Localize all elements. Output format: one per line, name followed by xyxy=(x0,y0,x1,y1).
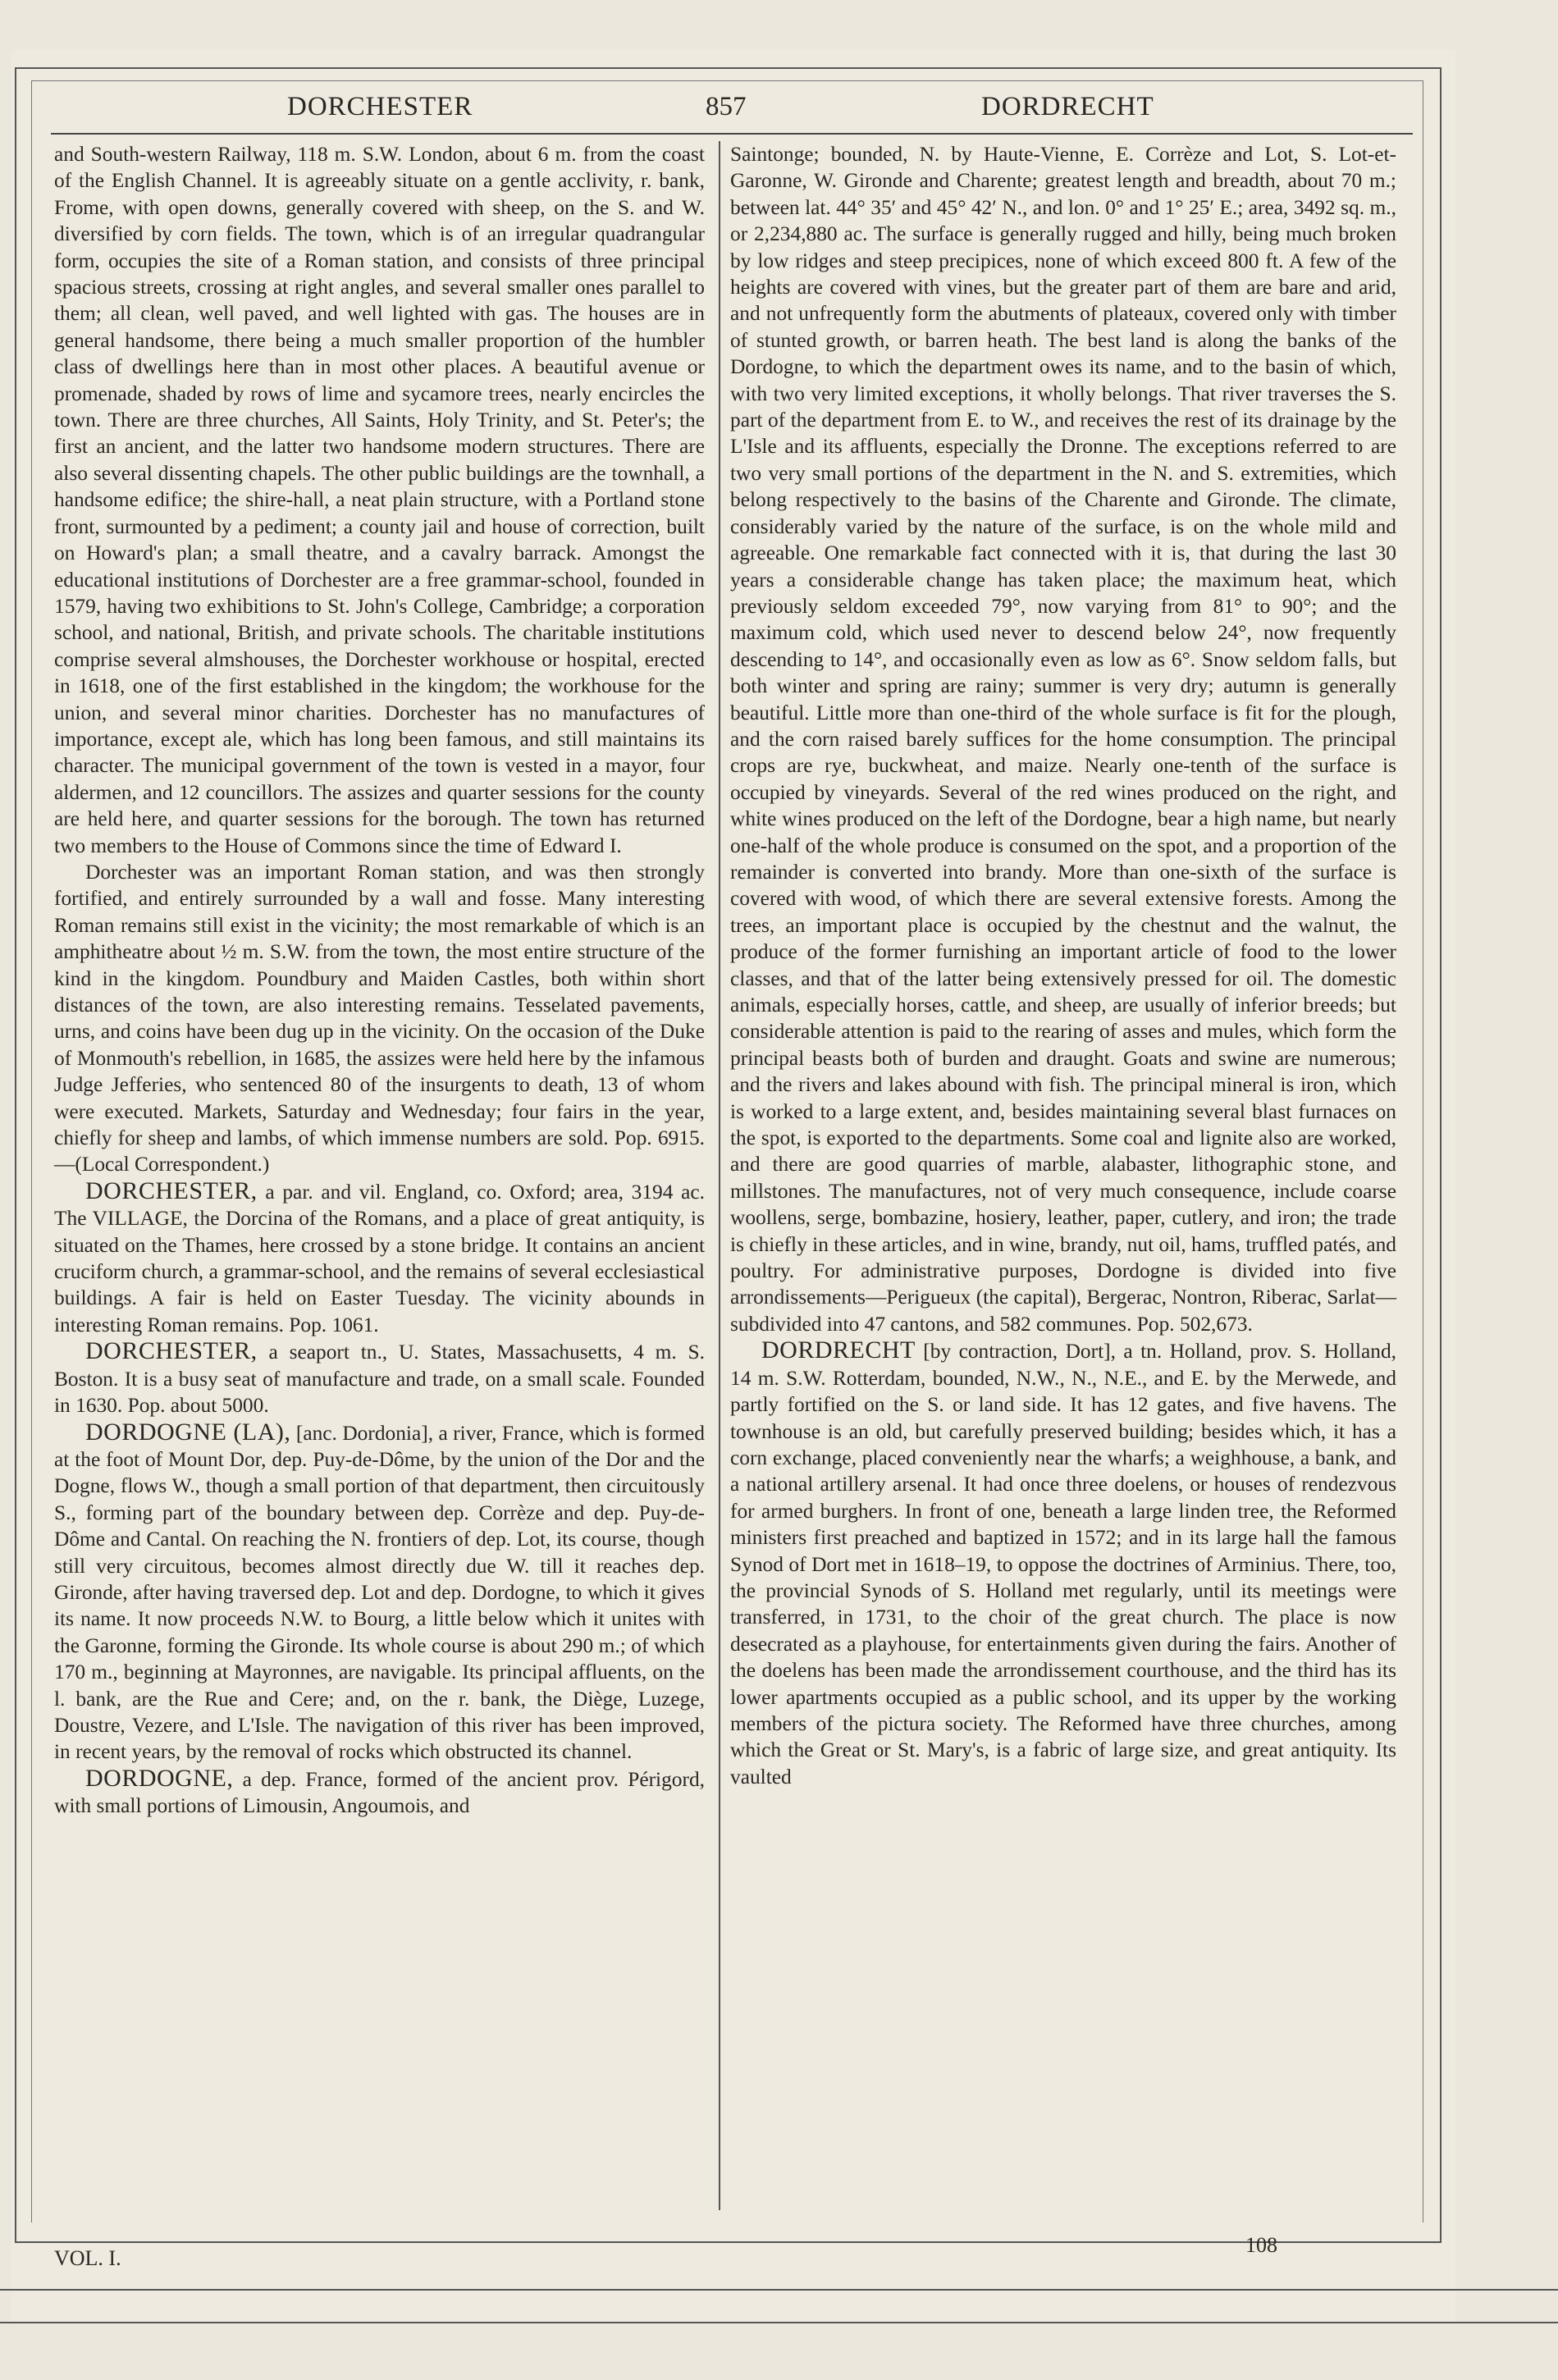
entry-text: a dep. France, formed of the ancient prov. Périgord, with small portions of Limousin, Angoumois, and xyxy=(54,1767,705,1818)
header-right-word: DORDRECHT xyxy=(981,92,1154,121)
paragraph: and South-western Railway, 118 m. S.W. London, about 6 m. from the coast of the English Channel. It is agreeably situate on a gentle acclivity, r. bank, Frome, with open downs, generally covered with sheep, on the S. and W. diversified by corn fields. The town, which is of an irregular quadrangular form, occupies the site of a Roman station, and consists of three principal spacious streets, crossing at right angles, and several smaller ones parallel to them; all clean, well paved, and well lighted with gas. The houses are in general handsome, there being a much smaller proportion of the humbler class of dwellings here than in most other places. A beautiful avenue or promenade, shaded by rows of lime and sycamore trees, nearly encircles the town. There are three churches, All Saints, Holy Trinity, and St. Peter's; the first an ancient, and the latter two handsome modern structures. There are also several dissenting chapels. The other public buildings are the townhall, a handsome edifice; the shire-hall, a neat plain structure, with a Portland stone front, surmounted by a pediment; a county jail and house of correction, built on Howard's plan; a small theatre, and a cavalry barrack. Amongst the educational institutions of Dorchester are a free grammar-school, founded in 1579, having two exhibitions to St. John's College, Cambridge; a corporation school, and national, British, and private schools. The charitable institutions comprise several almshouses, the Dorchester workhouse or hospital, erected in 1618, one of the first established in the kingdom; the workhouse for the union, and several minor charities. Dorchester has no manufactures of importance, except ale, which has long been famous, and still maintains its character. The municipal government of the town is vested in a mayor, four aldermen, and 12 councillors. The assizes and quarter sessions for the county are held here, and quarter sessions for the borough. The town has returned two members to the House of Commons since the time of Edward I. xyxy=(54,143,705,857)
entry-text: [by contraction, Dort], a tn. Holland, prov. S. Holland, 14 m. S.W. Rotterdam, bounded, N.W., N., N.E., and E. by the Merwede, and partly fortified on the S. or land side. It has 12 gates, and five havens. The townhouse is an old, but carefully preserved building; besides which, it has a corn exchange, placed conveniently near the wharfs; a weighhouse, a bank, and a national artillery arsenal. It had once three doelens, or houses of rendezvous for armed burghers. In front of one, beneath a large linden tree, the Reformed ministers first preached and baptized in 1572; and in its large hall the famous Synod of Dort met in 1618–19, to oppose the doctrines of Arminius. There, too, the provincial Synods of S. Holland met regularly, until its meetings were transferred, in 1731, to the choir of the great church. The place is now desecrated as a playhouse, for entertainments given during the fairs. Another of the doelens has been made the arrondissement courthouse, and the third has its lower apartments occupied as a public school, and its upper by the working members of the pictura society. The Reformed have three churches, among which the Great or St. Mary's, is a fabric of large size, and great antiquity. Its vaulted xyxy=(730,1340,1396,1788)
entry-text: a seaport tn., U. States, Massachusetts, 4 m. S. Boston. It is a busy seat of manufacture and trade, on a small scale. Founded in 1630. Pop. about 5000. xyxy=(54,1341,705,1418)
bottom-rule xyxy=(0,2322,1558,2323)
right-column xyxy=(730,141,1396,1790)
entry xyxy=(730,1337,1396,1790)
running-header xyxy=(0,92,1558,133)
page-number: 857 xyxy=(706,92,747,121)
entry-headword: DORDOGNE (LA), xyxy=(85,1418,291,1446)
header-left-word: DORCHESTER xyxy=(287,92,473,121)
signature-mark: 108 xyxy=(1245,2233,1277,2257)
column-divider xyxy=(719,141,720,2210)
paragraph: Saintonge; bounded, N. by Haute-Vienne, E. Corrèze and Lot, S. Lot-et-Garonne, W. Gironde and Charente; greatest length and breadth, about 70 m.; between lat. 44° 35′ and 45° 42′ N., and lon. 0° and 1° 25′ E.; area, 3492 sq. m., or 2,234,880 ac. The surface is generally rugged and hilly, being much broken by low ridges and steep precipices, none of which exceed 800 ft. A few of the heights are covered with vines, but the greater part of them are bare and arid, and not unfrequently form the abutments of plateaux, covered only with timber of stunted growth, or barren heath. The best land is along the banks of the Dordogne, to which the department owes its name, and to the basin of which, with two very limited exceptions, it wholly belongs. That river traverses the S. part of the department from E. to W., and receives the rest of its drainage by the L'Isle and its affluents, especially the Dronne. The exceptions referred to are two very small portions of the department in the N. and S. extremities, which belong respectively to the basins of the Charente and Gironde. The climate, considerably varied by the nature of the surface, is on the whole mild and agreeable. One remarkable fact connected with it is, that during the last 30 years a considerable change has taken place; the maximum heat, which previously seldom exceeded 79°, now varying from 81° to 90°; and the maximum cold, which used never to descend below 24°, now frequently descending to 14°, and occasionally even as low as 6°. Snow seldom falls, but both winter and spring are rainy; summer is very dry; autumn is generally beautiful. Little more than one-third of the whole surface is fit for the plough, and the corn raised barely suffices for the home consumption. The principal crops are rye, buckwheat, and maize. Nearly one-tenth of the surface is occupied by vineyards. Several of the red wines produced on the right, and white wines produced on the left of the Dordogne, bear a high name, but nearly one-half of the whole produce is consumed on the spot, and a proportion of the remainder is converted into brandy. More than one-sixth of the surface is covered with wood, of which there are several extensive forests. Among the trees, an important place is occupied by the chestnut and the walnut, the produce of the former furnishing an important article of food to the lower classes, and that of the latter being extensively pressed for oil. The domestic animals, especially horses, cattle, and sheep, are usually of inferior breeds; but considerable attention is paid to the rearing of asses and mules, which form the principal beasts both of burden and draught. Goats and swine are numerous; and the rivers and lakes abound with fish. The principal mineral is iron, which is worked to a large extent, and, besides maintaining several blast furnaces on the spot, is exported to the departments. Some coal and lignite also are worked, and there are good quarries of marble, alabaster, lithographic stone, and millstones. The manufactures, not of very much consequence, include coarse woollens, serge, bombazine, hosiery, leather, paper, cutlery, and iron; the trade is chiefly in these articles, and in wine, brandy, nut oil, hams, truffled patés, and poultry. For administrative purposes, Dordogne is divided into five arrondissements—Perigueux (the capital), Bergerac, Nontron, Riberac, Sarlat—subdivided into 47 cantons, and 582 communes. Pop. 502,673. xyxy=(730,143,1396,1336)
entry xyxy=(54,1766,705,1820)
entry-headword: DORDRECHT xyxy=(761,1336,916,1364)
entry-text: [anc. Dordonia], a river, France, which is formed at the foot of Mount Dor, dep. Puy-de-Dôme, by the union of the Dor and the Dogne, flows W., though a small portion of that department, then circuitously S., forming part of the boundary between dep. Corrèze and dep. Puy-de-Dôme and Cantal. On reaching the N. frontiers of dep. Lot, its course, though still very circuitous, becomes almost directly due W. till it reaches dep. Gironde, after having traversed dep. Lot and dep. Dordogne, to which it gives its name. It now proceeds N.W. to Bourg, a little below which it unites with the Garonne, forming the Gironde. Its whole course is about 290 m.; of which 170 m., beginning at Mayronnes, are navigable. Its principal affluents, on the l. bank, are the Rue and Cere; and, on the r. bank, the Diège, Luzege, Doustre, Vezere, and L'Isle. The navigation of this river has been improved, in recent years, by the removal of rocks which obstructed its channel. xyxy=(54,1421,705,1764)
entry-headword: DORCHESTER, xyxy=(85,1337,258,1365)
entry xyxy=(54,1419,705,1766)
bottom-rule xyxy=(0,2289,1558,2291)
entry-text: a par. and vil. England, co. Oxford; area, 3194 ac. The VILLAGE, the Dorcina of the Romans, and a place of great antiquity, is situated on the Thames, here crossed by a stone bridge. It contains an ancient cruciform church, a grammar-school, and the remains of several ecclesiastical buildings. A fair is held on Easter Tuesday. The vicinity abounds in interesting Roman remains. Pop. 1061. xyxy=(54,1180,705,1336)
volume-label: VOL. I. xyxy=(54,2246,121,2270)
entry xyxy=(54,1338,705,1418)
left-column xyxy=(54,141,705,1820)
entry-headword: DORCHESTER, xyxy=(85,1176,258,1204)
header-rule xyxy=(51,133,1413,135)
paragraph: Dorchester was an important Roman station, and was then strongly fortified, and entirely surrounded by a wall and fosse. Many interesting Roman remains still exist in the vicinity; the most remarkable of which is an amphitheatre about ½ m. S.W. from the town, the most entire structure of the kind in the kingdom. Poundbury and Maiden Castles, both within short distances of the town, are also interesting remains. Tesselated pavements, urns, and coins have been dug up in the vicinity. On the occasion of the Duke of Monmouth's rebellion, in 1685, the assizes were held here by the infamous Judge Jefferies, who sentenced 80 of the insurgents to death, 13 of whom were executed. Markets, Saturday and Wednesday; four fairs in the year, chiefly for sheep and lambs, of which immense numbers are sold. Pop. 6915.—(Local Correspondent.) xyxy=(54,860,705,1176)
entry-headword: DORDOGNE, xyxy=(85,1764,234,1792)
entry xyxy=(54,1178,705,1338)
